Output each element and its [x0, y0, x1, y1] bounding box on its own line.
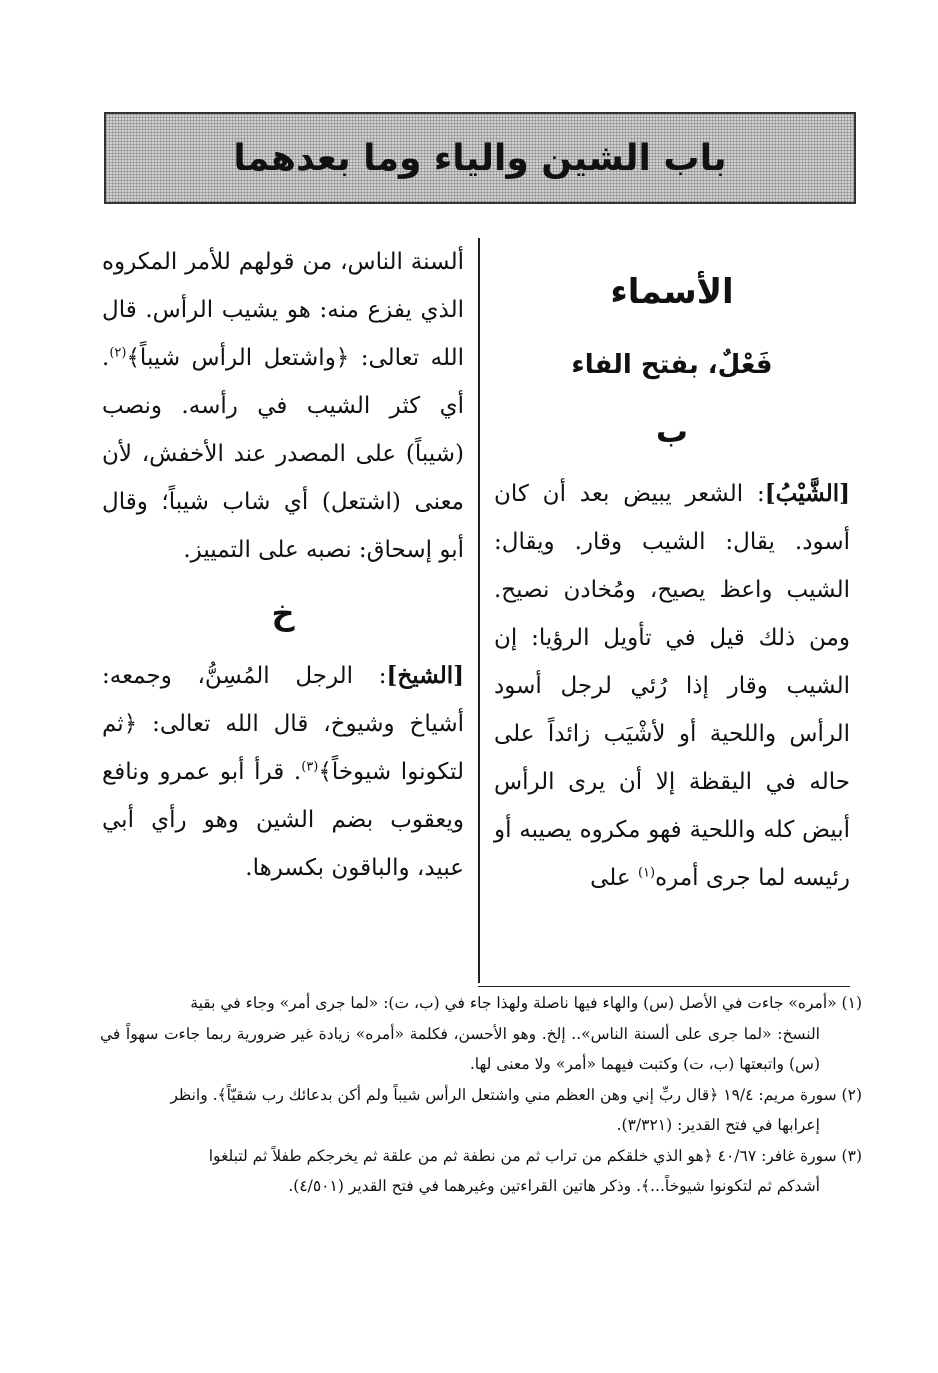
entry-text-shaykh-b: . قرأ أبو عمرو ونافع ويعقوب بضم الشين وهو رأي أبي عبيد، والباقون بكسرها.: [102, 759, 464, 881]
footnote-rule: [478, 986, 850, 987]
entry-shaykh: [102, 652, 464, 892]
entry-text-shayb: : الشعر يبيض بعد أن كان أسود. يقال: الشيب وقار. ويقال: الشيب واعظ يصيح، ومُخادن نصيح. ومن ذلك قيل في تأويل الرؤيا: إن الشيب وقار إذا رُئي لرجل أسود الرأس واللحية أو لأشْيَب زائداً على حاله في اليقظة إلا أن يرى الرأس أبيض كله واللحية فهو مكروه يصيبه أو رئيسه لما جرى أمره: [494, 481, 850, 891]
left-column: [102, 238, 464, 892]
footnote-2: [100, 1080, 862, 1141]
entry-text-shayb-end: على: [590, 865, 638, 891]
pattern-heading: فَعْلٌ، بفتح الفاء: [571, 350, 773, 380]
continuation-paragraph: [102, 238, 464, 574]
footnote-ref-2: (٢): [109, 345, 127, 361]
footnote-2-first-line: (٢) سورة مريم: ١٩/٤ ﴿قال ربِّ إني وهن العظم مني واشتعل الرأس شيباً ولم أكن بدعائك رب شقيّاً﴾. وانظر: [170, 1085, 862, 1104]
right-column: [494, 248, 850, 902]
letter-heading-kha: خ: [271, 594, 295, 632]
section-heading: الأسماء: [610, 272, 734, 312]
continuation-text-a: ألسنة الناس، من قولهم للأمر المكروه الذي يفزع منه: هو يشيب الرأس. قال الله تعالى: ﴿واشتعل الرأس شيباً﴾: [102, 249, 464, 371]
entry-term-shaykh: [الشيخ]: [386, 662, 464, 689]
chapter-banner: [104, 112, 856, 204]
letter-heading-ba: ب: [655, 412, 689, 450]
footnote-1-first-line: (١) «أمره» جاءت في الأصل (س) والهاء فيها ناصلة ولهذا جاء في (ب، ت): «لما جرى أمر» وجاء في بقية: [190, 994, 862, 1012]
footnote-2-continuation: إعرابها في فتح القدير: (٣/٣٢١).: [616, 1116, 820, 1134]
footnotes: [100, 988, 862, 1202]
chapter-title: باب الشين والياء وما بعدهما: [233, 137, 727, 179]
footnote-3: [100, 1141, 862, 1202]
footnote-3-continuation: أشدكم ثم لتكونوا شيوخاً...﴾. وذكر هاتين القراءتين وغيرهما في فتح القدير (٤/٥٠١).: [288, 1177, 820, 1195]
footnote-1-continuation: النسخ: «لما جرى على ألسنة الناس».. إلخ. وهو الأحسن، فكلمة «أمره» زيادة غير ضرورية ربما جاءت سهواً في (س) واتبعتها (ب، ت) وكتبت فيهما «أمر» ولا معنى لها.: [100, 1024, 820, 1073]
entry-term-shayb: [الشَّيْبُ]: [764, 480, 850, 507]
continuation-text-b: . أي كثر الشيب في رأسه. ونصب (شيباً) على المصدر عند الأخفش، لأن معنى (اشتعل) أي شاب شيباً؛ وقال أبو إسحاق: نصبه على التمييز.: [102, 345, 464, 563]
footnote-3-first-line: (٣) سورة غافر: ٤٠/٦٧ ﴿هو الذي خلقكم من تراب ثم من نطفة ثم من علقة ثم يخرجكم طفلاً ثم لتبلغوا: [208, 1146, 862, 1165]
footnote-ref-3: (٣): [301, 759, 319, 775]
entry-shayb: [494, 470, 850, 902]
entry-text-shaykh-a: : الرجل المُسِنُّ، وجمعه: أشياخ وشيوخ، قال الله تعالى: ﴿ثم لتكونوا شيوخاً﴾: [102, 663, 465, 785]
column-divider: [478, 238, 480, 983]
footnote-ref-1: (١): [637, 865, 656, 881]
footnote-1: [100, 988, 862, 1080]
